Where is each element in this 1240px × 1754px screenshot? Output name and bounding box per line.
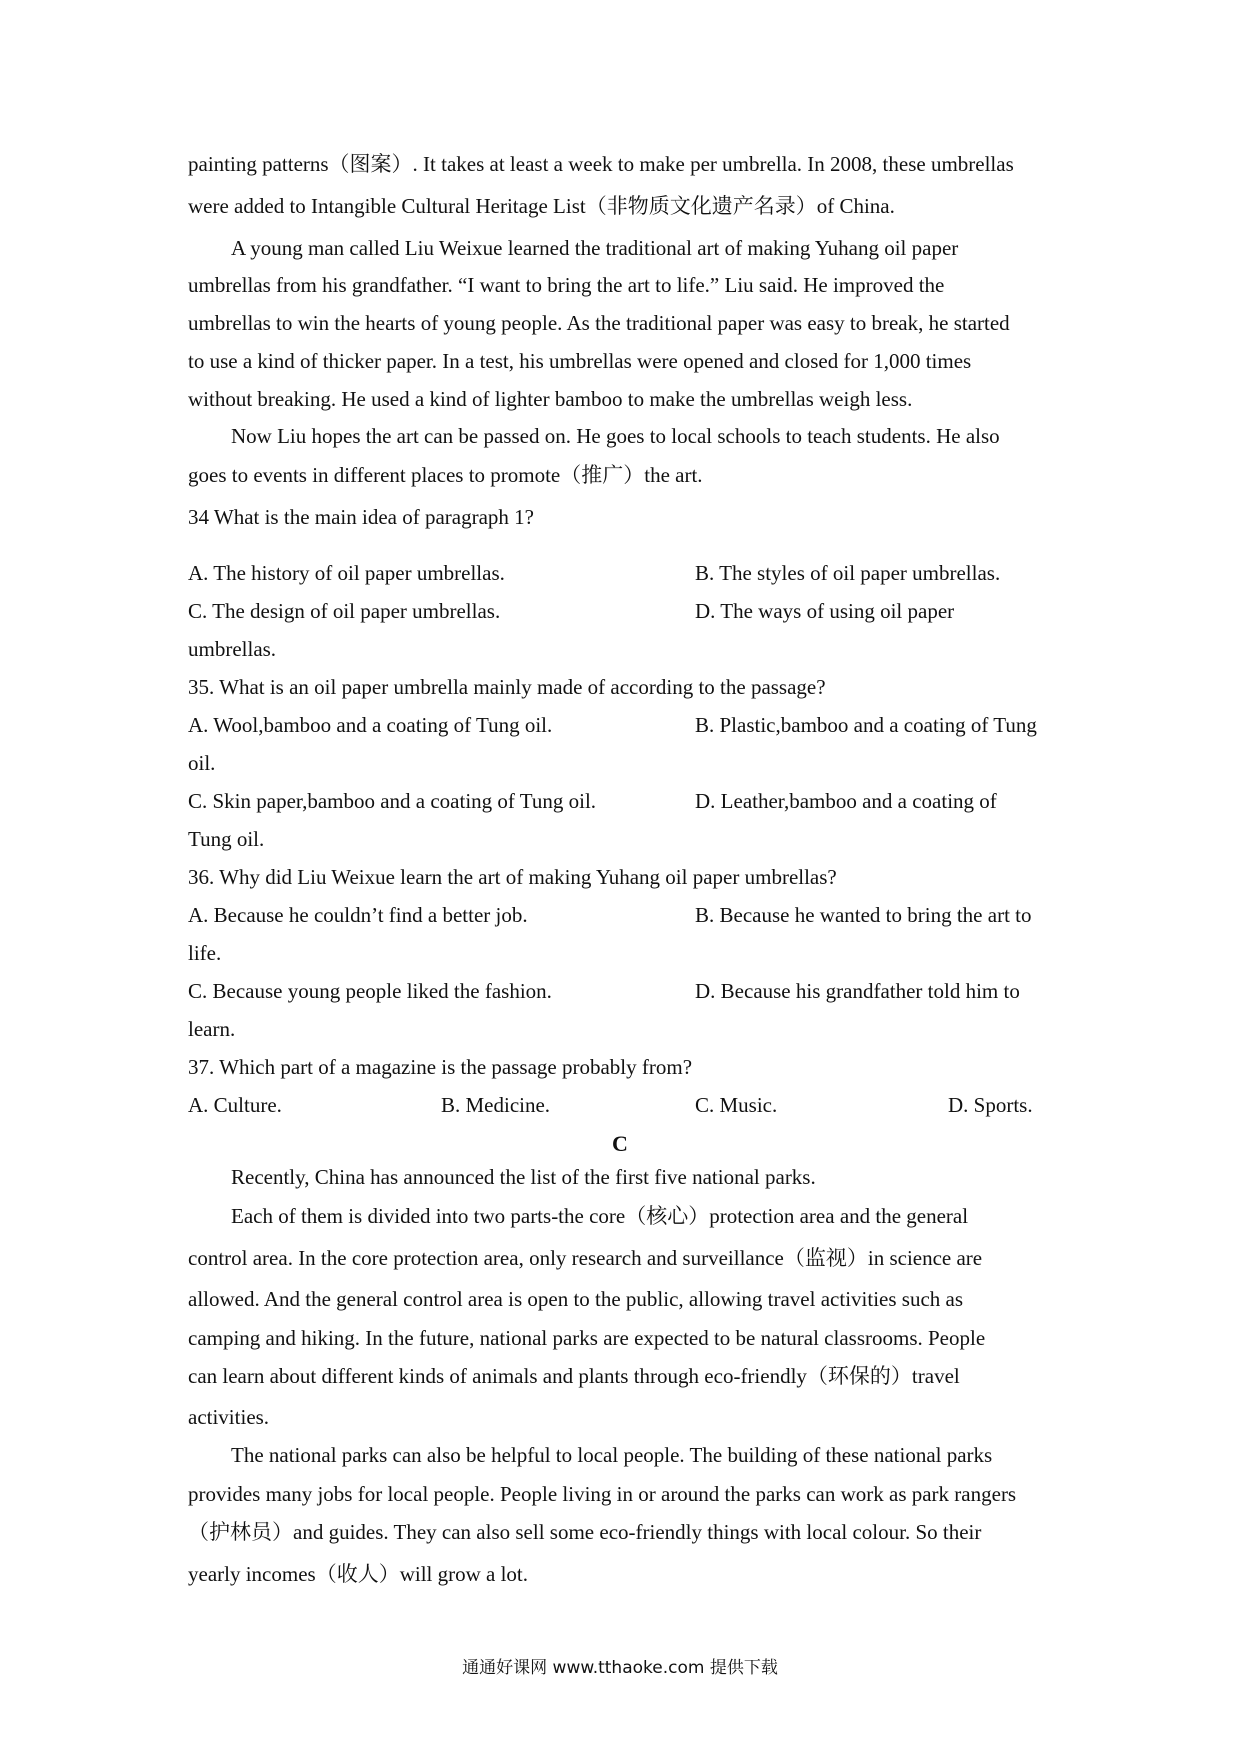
- question-34-option-d-wrap: umbrellas.: [188, 637, 277, 661]
- question-35-option-d-wrap: Tung oil.: [188, 827, 265, 851]
- section-c-p2-line-4: camping and hiking. In the future, national parks are expected to be natural classrooms. People: [188, 1326, 986, 1350]
- passage-b-p1-line-2: were added to Intangible Cultural Heritage List（非物质文化遗产名录）of China.: [188, 194, 895, 218]
- question-37-option-d: D. Sports.: [948, 1093, 1033, 1117]
- section-c-p2-line-6: activities.: [188, 1405, 270, 1429]
- question-35-option-a: A. Wool,bamboo and a coating of Tung oil.: [188, 713, 553, 737]
- section-c-p3-line-3: （护林员）and guides. They can also sell some eco-friendly things with local colour. So their: [188, 1520, 982, 1544]
- section-c-p3-line-2: provides many jobs for local people. People living in or around the parks can work as park rangers: [188, 1482, 1017, 1506]
- question-36-option-b: B. Because he wanted to bring the art to: [695, 903, 1032, 927]
- question-36-option-c: C. Because young people liked the fashion.: [188, 979, 552, 1003]
- question-37-option-a: A. Culture.: [188, 1093, 282, 1117]
- question-35-stem: 35. What is an oil paper umbrella mainly made of according to the passage?: [188, 675, 826, 699]
- question-37-option-c: C. Music.: [695, 1093, 778, 1117]
- passage-b-p2-line-1: A young man called Liu Weixue learned the traditional art of making Yuhang oil paper: [231, 236, 959, 260]
- question-34-option-b: B. The styles of oil paper umbrellas.: [695, 561, 1001, 585]
- question-35-option-b-wrap: oil.: [188, 751, 216, 775]
- passage-b-p1-line-1: painting patterns（图案）. It takes at least a week to make per umbrella. In 2008, these umbrellas: [188, 152, 1014, 176]
- passage-b-p2-line-5: without breaking. He used a kind of lighter bamboo to make the umbrellas weigh less.: [188, 387, 913, 411]
- section-c-p3-line-1: The national parks can also be helpful to local people. The building of these national parks: [231, 1443, 993, 1467]
- page-footer: 通通好课网 www.tthaoke.com 提供下载: [462, 1658, 778, 1678]
- passage-b-p2-line-2: umbrellas from his grandfather. “I want to bring the art to life.” Liu said. He improved the: [188, 273, 945, 297]
- section-c-p1-line-1: Recently, China has announced the list of the first five national parks.: [231, 1165, 816, 1189]
- question-36-option-d: D. Because his grandfather told him to: [695, 979, 1020, 1003]
- question-36-option-b-wrap: life.: [188, 941, 222, 965]
- passage-b-p2-line-4: to use a kind of thicker paper. In a test, his umbrellas were opened and closed for 1,000 times: [188, 349, 972, 373]
- section-c-p2-line-5: can learn about different kinds of animals and plants through eco-friendly（环保的）travel: [188, 1364, 960, 1388]
- question-37-stem: 37. Which part of a magazine is the passage probably from?: [188, 1055, 693, 1079]
- question-34-option-d: D. The ways of using oil paper: [695, 599, 955, 623]
- section-c-p2-line-2: control area. In the core protection area, only research and surveillance（监视）in science are: [188, 1246, 983, 1270]
- passage-b-p2-line-3: umbrellas to win the hearts of young people. As the traditional paper was easy to break, he started: [188, 311, 1010, 335]
- question-36-option-a: A. Because he couldn’t find a better job.: [188, 903, 528, 927]
- question-34-option-c: C. The design of oil paper umbrellas.: [188, 599, 501, 623]
- question-34-option-a: A. The history of oil paper umbrellas.: [188, 561, 505, 585]
- section-c-p2-line-3: allowed. And the general control area is open to the public, allowing travel activities such as: [188, 1287, 964, 1311]
- question-37-option-b: B. Medicine.: [441, 1093, 551, 1117]
- question-36-option-d-wrap: learn.: [188, 1017, 236, 1041]
- section-c-p3-line-4: yearly incomes（收人）will grow a lot.: [188, 1562, 529, 1586]
- section-c-p2-line-1: Each of them is divided into two parts-the core（核心）protection area and the general: [231, 1204, 969, 1228]
- section-c-heading: C: [612, 1131, 628, 1156]
- question-35-option-b: B. Plastic,bamboo and a coating of Tung: [695, 713, 1037, 737]
- question-34-stem: 34 What is the main idea of paragraph 1?: [188, 505, 534, 529]
- question-35-option-c: C. Skin paper,bamboo and a coating of Tung oil.: [188, 789, 597, 813]
- passage-b-p3-line-2: goes to events in different places to promote（推广）the art.: [188, 463, 703, 487]
- question-35-option-d: D. Leather,bamboo and a coating of: [695, 789, 997, 813]
- question-36-stem: 36. Why did Liu Weixue learn the art of making Yuhang oil paper umbrellas?: [188, 865, 837, 889]
- passage-b-p3-line-1: Now Liu hopes the art can be passed on. He goes to local schools to teach students. He also: [231, 424, 1000, 448]
